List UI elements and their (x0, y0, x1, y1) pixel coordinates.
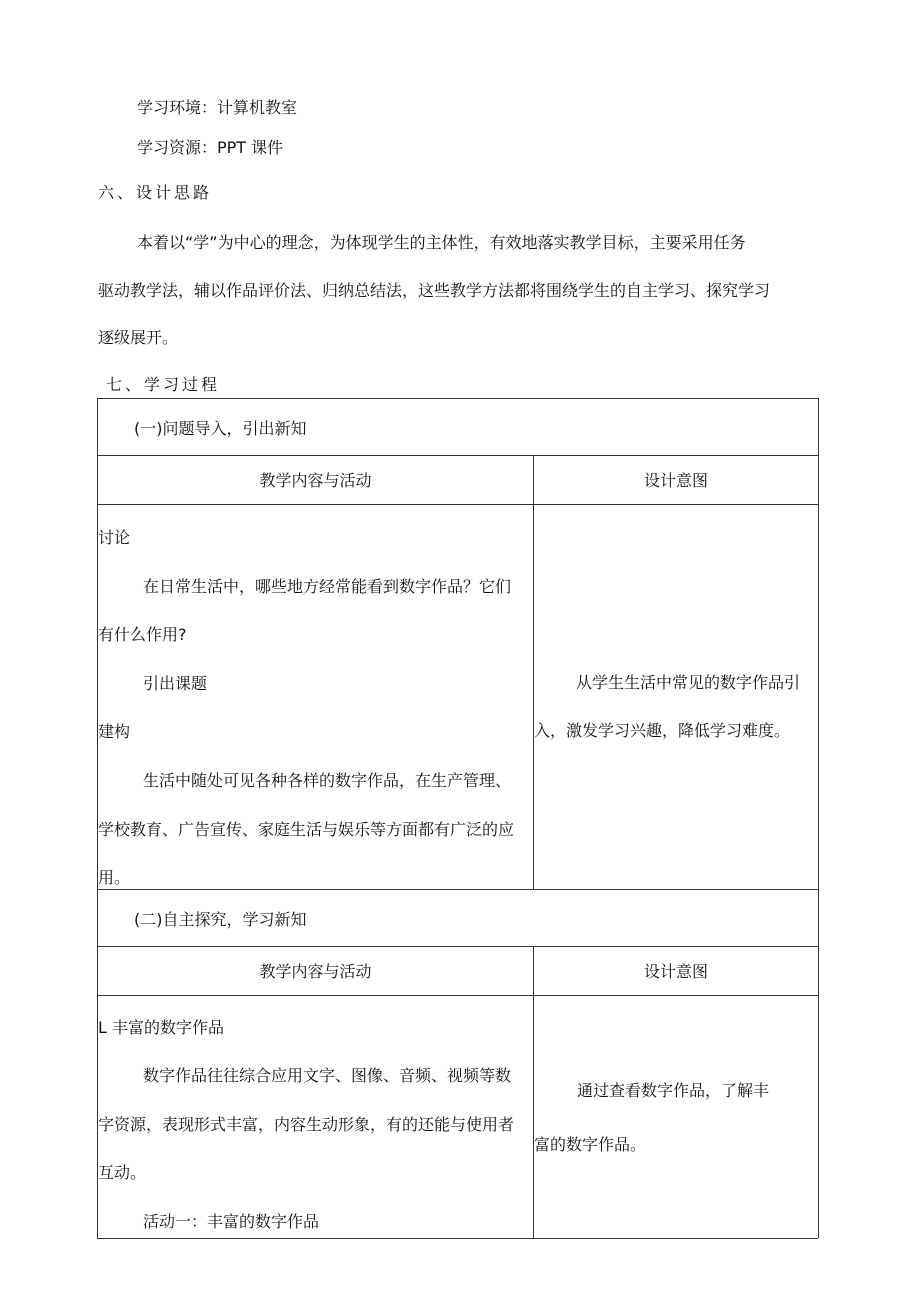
design-paragraph-line-1: 本着以“学”为中心的理念，为体现学生的主体性，有效地落实教学目标，主要采用任务 (137, 233, 746, 252)
table-border (533, 946, 534, 1238)
part-1-title: (一)问题导入，引出新知 (134, 419, 307, 438)
table-border (533, 455, 534, 889)
table-border (97, 398, 818, 399)
table-border (97, 889, 818, 890)
table-border (97, 398, 98, 1238)
part-2-content-line: L 丰富的数字作品 (98, 1018, 225, 1037)
part-2-intent-header: 设计意图 (643, 962, 708, 981)
part-1-content-line: 建构 (98, 722, 131, 741)
design-paragraph-line-3: 逐级展开。 (98, 328, 179, 347)
table-border (818, 398, 819, 1238)
part-1-content-line: 生活中随处可见各种各样的数字作品，在生产管理、 (143, 771, 512, 790)
table-border (97, 946, 818, 947)
part-1-content-header: 教学内容与活动 (259, 471, 372, 490)
learning-environment: 学习环境：计算机教室 (137, 98, 298, 117)
part-1-content-line: 用。 (98, 868, 131, 887)
part-2-intent-line: 富的数字作品。 (534, 1135, 647, 1154)
section-6-heading: 六、设计思路 (98, 183, 213, 202)
part-2-content-line: 活动一：丰富的数字作品 (143, 1212, 320, 1231)
table-border (97, 1238, 818, 1239)
part-1-content-line: 学校教育、广告宣传、家庭生活与娱乐等方面都有广泛的应 (98, 820, 515, 839)
part-2-content-header: 教学内容与活动 (259, 962, 372, 981)
part-2-content-line: 字资源，表现形式丰富，内容生动形象，有的还能与使用者 (98, 1115, 515, 1134)
table-border (97, 504, 818, 505)
learning-resources: 学习资源：PPT 课件 (137, 138, 284, 157)
part-2-title: (二)自主探究，学习新知 (134, 910, 307, 929)
table-border (97, 455, 818, 456)
table-border (97, 995, 818, 996)
part-1-intent-header: 设计意图 (643, 471, 708, 490)
section-7-heading: 七、学习过程 (106, 375, 221, 394)
part-1-intent-line: 从学生生活中常见的数字作品引 (576, 673, 801, 692)
design-paragraph-line-2: 驱动教学法，辅以作品评价法、归纳总结法，这些教学方法都将围绕学生的自主学习、探究学习 (98, 281, 771, 300)
part-2-content-line: 数字作品往往综合应用文字、图像、音频、视频等数 (143, 1066, 512, 1085)
part-1-content-line: 有什么作用? (98, 625, 187, 644)
part-2-content-line: 互动。 (98, 1163, 147, 1182)
part-1-content-line: 引出课题 (143, 674, 208, 693)
part-1-content-line: 在日常生活中，哪些地方经常能看到数字作品？它们 (143, 577, 512, 596)
part-1-content-line: 讨论 (98, 528, 131, 547)
part-1-intent-line: 入，激发学习兴趣，降低学习难度。 (534, 721, 791, 740)
part-2-intent-line: 通过查看数字作品，了解丰 (577, 1081, 770, 1100)
